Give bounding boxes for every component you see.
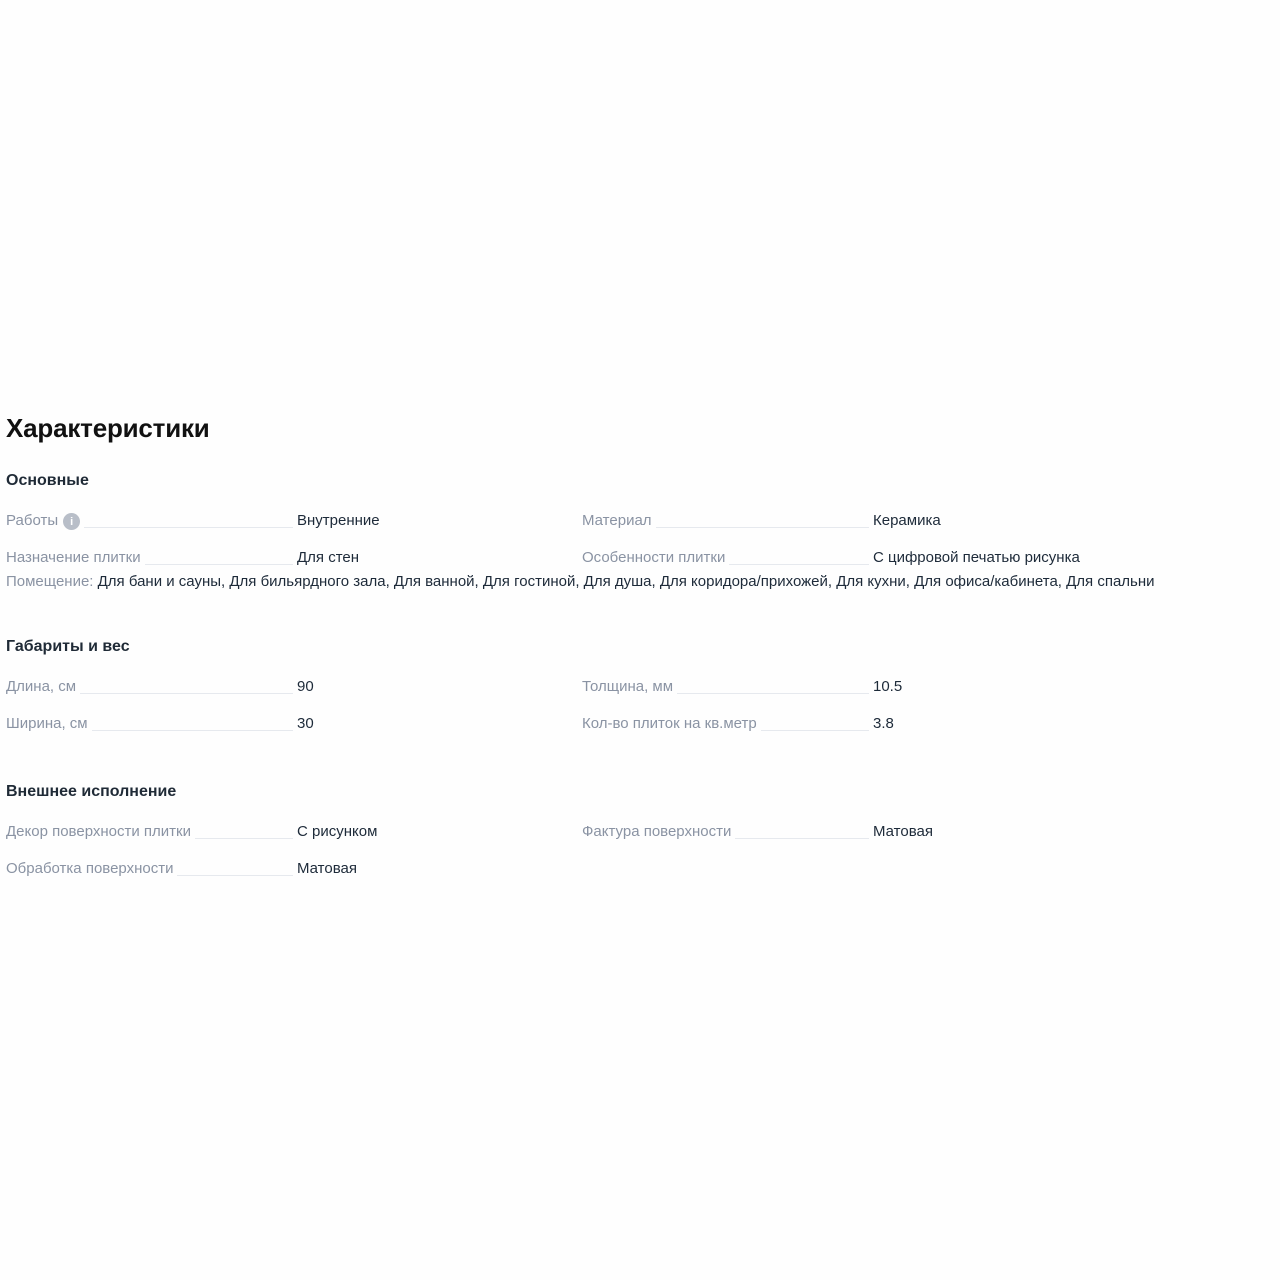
leader-line [729,564,869,565]
spec-value: Для стен [297,549,360,566]
spec-row-room [6,567,1246,597]
spec-label-tile-purpose [6,549,297,567]
spec-row-surface-decor [6,804,582,841]
spec-grid-dimensions [6,659,1246,733]
spec-row-tile-purpose [6,530,582,567]
spec-label-surface-texture [582,823,873,841]
spec-label-text: Фактура поверхности [582,823,732,840]
spec-value: 30 [297,715,314,732]
spec-value: Матовая [873,823,933,840]
spec-value: 90 [297,678,314,695]
spec-label-width [6,715,297,733]
spec-value-room: Для бани и сауны, Для бильярдного зала, Для ванной, Для гостиной, Для душа, Для коридора/прихожей, Для кухни, Для офиса/кабинета, Для спальни [97,573,1155,590]
spec-label-text: Работы [6,512,59,529]
spec-label-text: Длина, см [6,678,77,695]
spec-label-text: Назначение плитки [6,549,141,566]
spec-label-text: Особенности плитки [582,549,726,566]
spec-row-tile-features [582,530,1158,567]
leader-line [80,693,293,694]
spec-label-works [6,512,297,530]
spec-label-text: Обработка поверхности [6,860,174,877]
spec-row-surface-texture [582,804,1158,841]
spec-label-surface-finish [6,860,297,878]
leader-line [677,693,869,694]
group-main [6,469,1246,597]
spec-row-thickness [582,659,1158,696]
spec-value: Керамика [873,512,941,529]
leader-line [145,564,293,565]
spec-label-thickness [582,678,873,696]
group-title-dimensions: Габариты и вес [6,638,130,655]
group-dimensions [6,635,1246,733]
spec-label-tiles-per-sqm [582,715,873,733]
spec-label-text: Толщина, мм [582,678,674,695]
spec-row-works [6,493,582,530]
leader-line [656,527,869,528]
spec-row-width [6,696,582,733]
leader-line [84,527,293,528]
spec-value: С цифровой печатью рисунка [873,549,1080,566]
spec-grid-main [6,493,1246,567]
group-appearance [6,780,1246,878]
spec-label-tile-features [582,549,873,567]
spec-label-room: Помещение: [6,573,94,590]
spec-grid-appearance [6,804,1246,878]
group-title-appearance: Внешнее исполнение [6,783,177,800]
spec-label-text: Материал [582,512,652,529]
spec-value: 10.5 [873,678,903,695]
spec-value: С рисунком [297,823,378,840]
spec-row-tiles-per-sqm [582,696,1158,733]
spec-label-surface-decor [6,823,297,841]
leader-line [92,730,293,731]
specifications-section [6,408,1246,878]
spec-row-surface-finish [6,841,582,878]
spec-label-material [582,512,873,530]
leader-line [177,875,293,876]
spec-value: Внутренние [297,512,380,529]
spec-value: Матовая [297,860,357,877]
leader-line [761,730,869,731]
spec-label-text: Декор поверхности плитки [6,823,191,840]
spec-label-text: Ширина, см [6,715,88,732]
spec-row-length [6,659,582,696]
leader-line [735,838,869,839]
spec-value: 3.8 [873,715,894,732]
section-title: Характеристики [6,413,210,443]
leader-line [195,838,293,839]
spec-row-material [582,493,1158,530]
group-title-main: Основные [6,472,89,489]
spec-label-length [6,678,297,696]
spec-label-text: Кол-во плиток на кв.метр [582,715,757,732]
info-icon[interactable]: i [63,513,80,530]
